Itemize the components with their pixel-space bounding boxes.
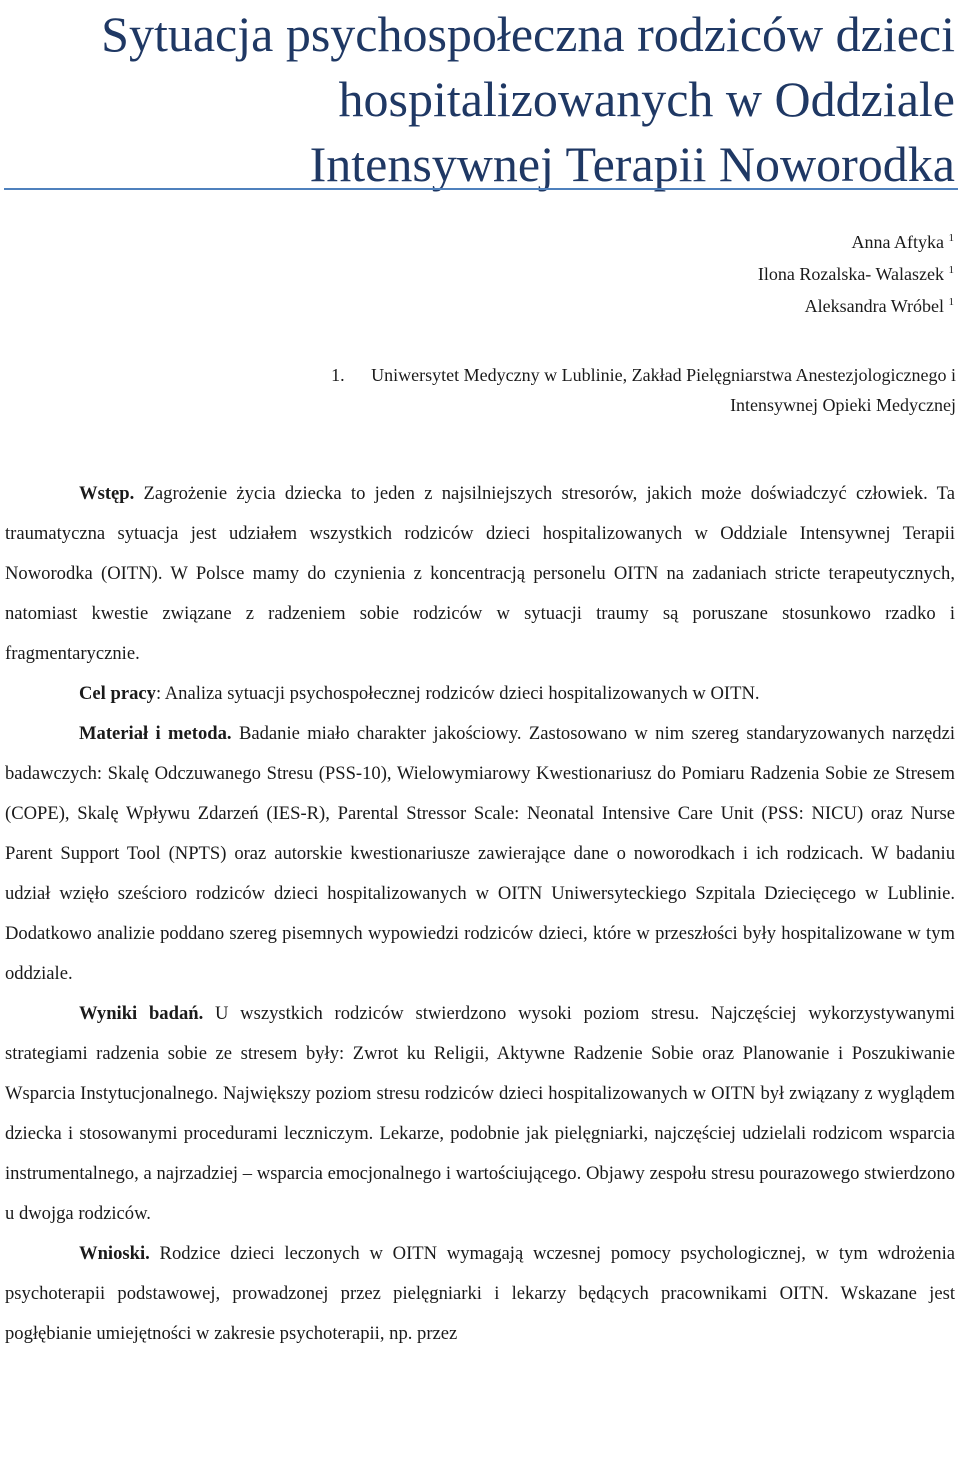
author-name: Aleksandra Wróbel [804,296,944,316]
section-text: Badanie miało charakter jakościowy. Zastosowano w nim szereg standaryzowanych narzędzi badawczych: Skalę Odczuwanego Stresu (PSS-10), Wielowymiarowy Kwestionariusz do Pomiaru Radzenia Sobie ze Stresem (COPE), Skalę Wpływu Zdarzeń (IES-R), Parental Stressor Scale: Neonatal Intensive Care Unit (PSS: NICU) oraz Nurse Parent Support Tool (NPTS) oraz autorskie kwestionariusze zawierające dane o noworodkach i ich rodzicach. W badaniu udział wzięło sześcioro rodziców dzieci hospitalizowanych w OITN Uniwersyteckiego Szpitala Dziecięcego w Lublinie. Dodatkowo analizie poddano szereg pisemnych wypowiedzi rodziców dzieci, które w przeszłości były hospitalizowane w tym oddziale. [5,723,955,984]
section-text: Zagrożenie życia dziecka to jeden z najsilniejszych stresorów, jakich może doświadczyć człowiek. Ta traumatyczna sytuacja jest udziałem wszystkich rodziców dzieci hospitalizowanych w Oddziale Intensywnej Terapii Noworodka (OITN). W Polsce mamy do czynienia z koncentracją personelu OITN na zadaniach stricte terapeutycznych, natomiast kwestie związane z radzeniem sobie rodziców w sytuacji traumy są poruszane stosunkowo rzadko i fragmentarycznie. [5,483,955,664]
section-heading: Materiał i metoda. [79,723,232,744]
affiliation [240,360,956,420]
section-heading: Wyniki badań. [79,1003,204,1024]
abstract-section-aim [5,674,955,714]
author-list [300,226,954,322]
abstract [5,474,955,1354]
section-text: U wszystkich rodziców stwierdzono wysoki poziom stresu. Najczęściej wykorzystywanymi strategiami radzenia sobie ze stresem były: Zwrot ku Religii, Aktywne Radzenie Sobie oraz Planowanie i Poszukiwanie Wsparcia Instytucjonalnego. Największy poziom stresu rodziców dzieci hospitalizowanych w OITN był związany z wyglądem dziecka i stosowanymi procedurami leczniczym. Lekarze, podobnie jak pielęgniarki, najczęściej udzielali rodzicom wsparcia instrumentalnego, a najrzadziej – wsparcia emocjonalnego i wartościującego. Objawy zespołu stresu pourazowego stwierdzono u dwojga rodziców. [5,1003,955,1224]
author [300,258,954,290]
author-affiliation-mark: 1 [948,264,954,276]
author-name: Anna Aftyka [851,232,944,252]
paper-title: Sytuacja psychospołeczna rodziców dzieci hospitalizowanych w Oddziale Intensywnej Terapii Noworodka [101,6,955,192]
affiliation-text: Uniwersytet Medyczny w Lublinie, Zakład Pielęgniarstwa Anestezjologicznego i Intensywnej Opieki Medycznej [371,365,956,415]
author [300,290,954,322]
abstract-section-conclusions [5,1234,955,1354]
author-name: Ilona Rozalska- Walaszek [757,264,944,284]
abstract-section-results [5,994,955,1234]
author-affiliation-mark: 1 [948,232,954,244]
author [300,226,954,258]
section-heading: Wnioski. [79,1243,150,1264]
section-text: Rodzice dzieci leczonych w OITN wymagają wczesnej pomocy psychologicznej, w tym wdrożenia psychoterapii podstawowej, prowadzonej przez pielęgniarki i lekarzy będących pracownikami OITN. Wskazane jest pogłębianie umiejętności w zakresie psychoterapii, np. przez [5,1243,955,1344]
abstract-section-methods [5,714,955,994]
section-heading: Cel pracy [79,683,156,704]
section-heading: Wstęp. [79,483,135,504]
section-text: : Analiza sytuacji psychospołecznej rodziców dzieci hospitalizowanych w OITN. [155,683,760,704]
abstract-section-introduction [5,474,955,674]
affiliation-number: 1. [331,365,345,385]
title-divider [4,188,958,190]
author-affiliation-mark: 1 [948,296,954,308]
